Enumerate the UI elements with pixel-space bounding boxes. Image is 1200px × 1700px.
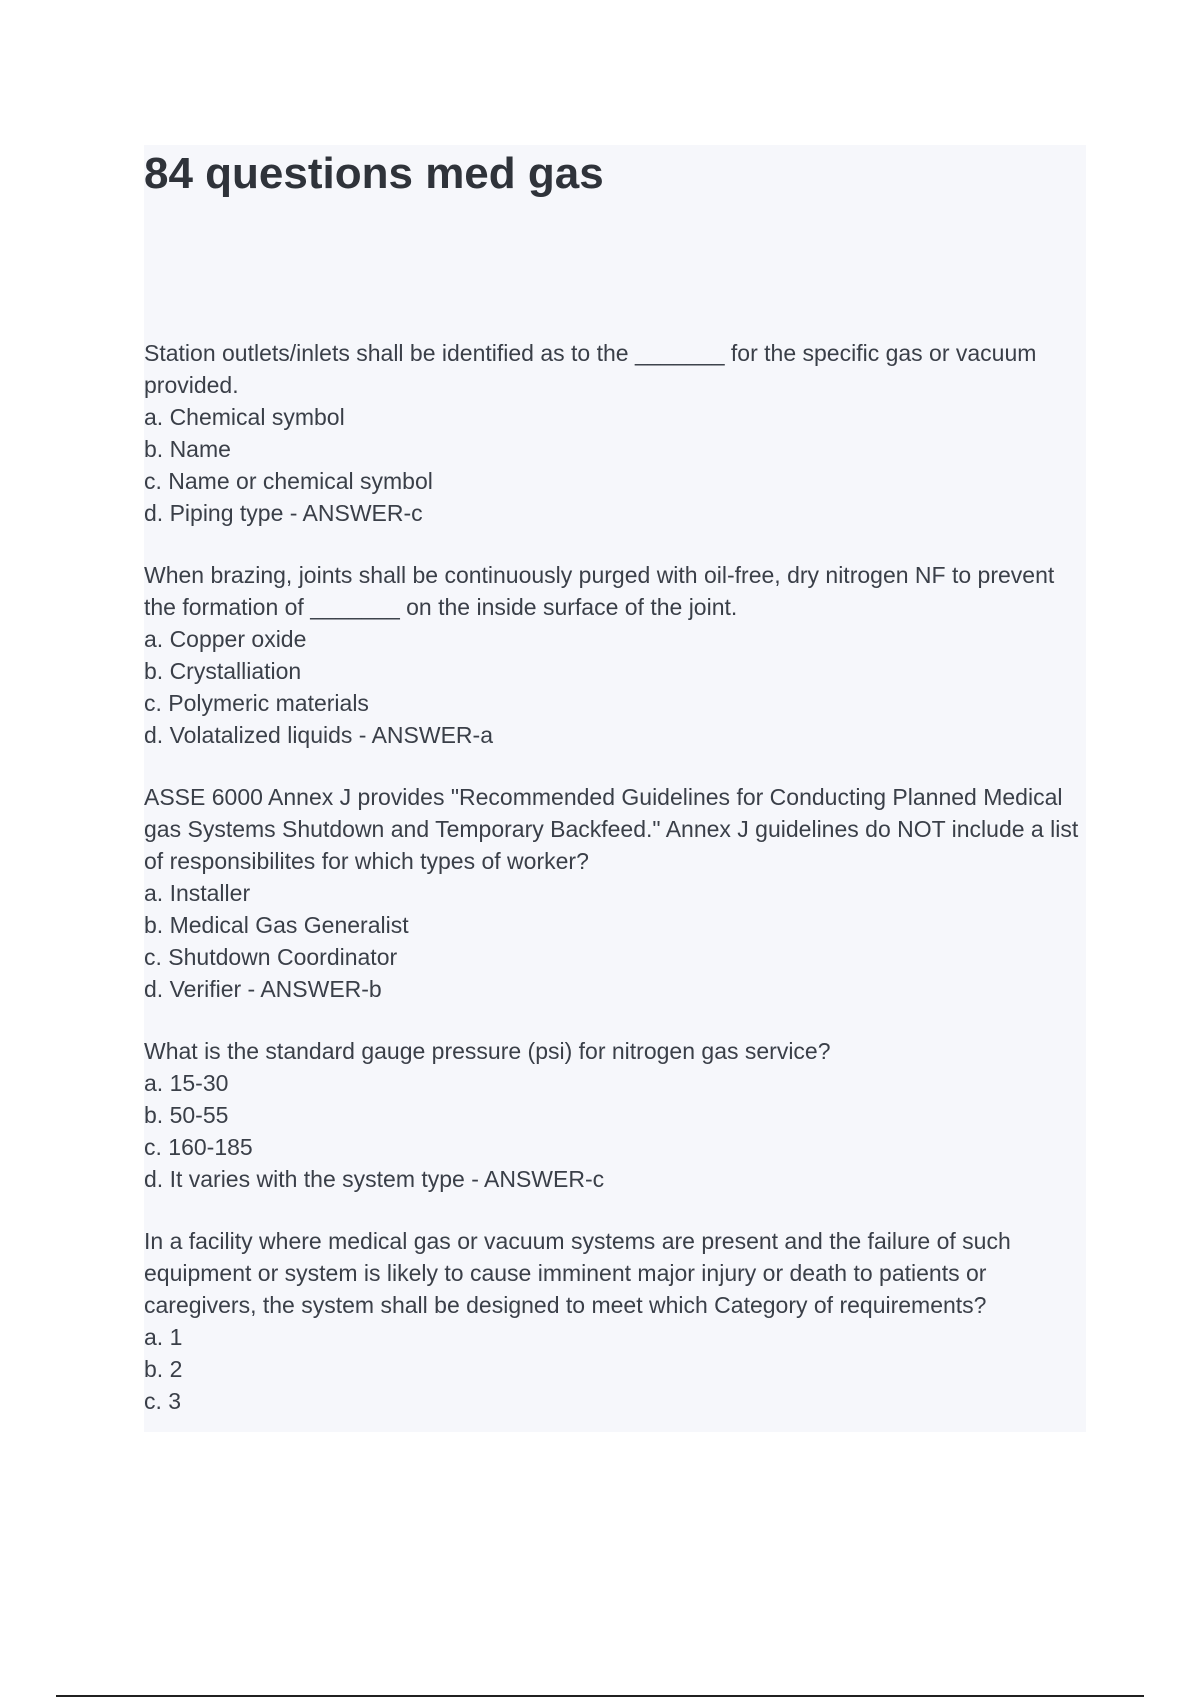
question-3 (144, 781, 1086, 1005)
question-2 (144, 559, 1086, 751)
answer-option: b. 50-55 (144, 1102, 229, 1128)
question-text: ASSE 6000 Annex J provides "Recommended Guidelines for Conducting Planned Medical gas Systems Shutdown and Temporary Backfeed." Annex J guidelines do NOT include a list of responsibilites for which types of worker? (144, 784, 1079, 874)
answer-option: d. It varies with the system type - ANSWER-c (144, 1166, 605, 1192)
answer-option: a. Installer (144, 880, 251, 906)
page-title: 84 questions med gas (144, 149, 604, 198)
answer-option: c. Name or chemical symbol (144, 468, 433, 494)
question-text: When brazing, joints shall be continuously purged with oil-free, dry nitrogen NF to prevent the formation of _______ on the inside surface of the joint. (144, 562, 1055, 620)
question-1 (144, 337, 1086, 529)
answer-option: d. Volatalized liquids - ANSWER-a (144, 722, 493, 748)
answer-option: a. Chemical symbol (144, 404, 345, 430)
answer-option: d. Verifier - ANSWER-b (144, 976, 382, 1002)
question-4 (144, 1035, 1086, 1195)
answer-option: c. 3 (144, 1388, 182, 1414)
footer-divider (56, 1695, 1144, 1697)
answer-option: c. Shutdown Coordinator (144, 944, 398, 970)
question-5 (144, 1225, 1086, 1417)
answer-option: d. Piping type - ANSWER-c (144, 500, 423, 526)
answer-option: b. Medical Gas Generalist (144, 912, 409, 938)
answer-option: b. 2 (144, 1356, 183, 1382)
answer-option: c. 160-185 (144, 1134, 253, 1160)
answer-option: a. Copper oxide (144, 626, 307, 652)
question-list (144, 337, 1086, 1447)
question-text: In a facility where medical gas or vacuum systems are present and the failure of such equipment or system is likely to cause imminent major injury or death to patients or caregivers, the system shall be designed to meet which Category of requirements? (144, 1228, 1011, 1318)
question-text: What is the standard gauge pressure (psi) for nitrogen gas service? (144, 1038, 831, 1064)
answer-option: c. Polymeric materials (144, 690, 369, 716)
answer-option: b. Crystalliation (144, 658, 302, 684)
question-text: Station outlets/inlets shall be identified as to the _______ for the specific gas or vacuum provided. (144, 340, 1037, 398)
answer-option: a. 1 (144, 1324, 183, 1350)
answer-option: a. 15-30 (144, 1070, 229, 1096)
answer-option: b. Name (144, 436, 231, 462)
